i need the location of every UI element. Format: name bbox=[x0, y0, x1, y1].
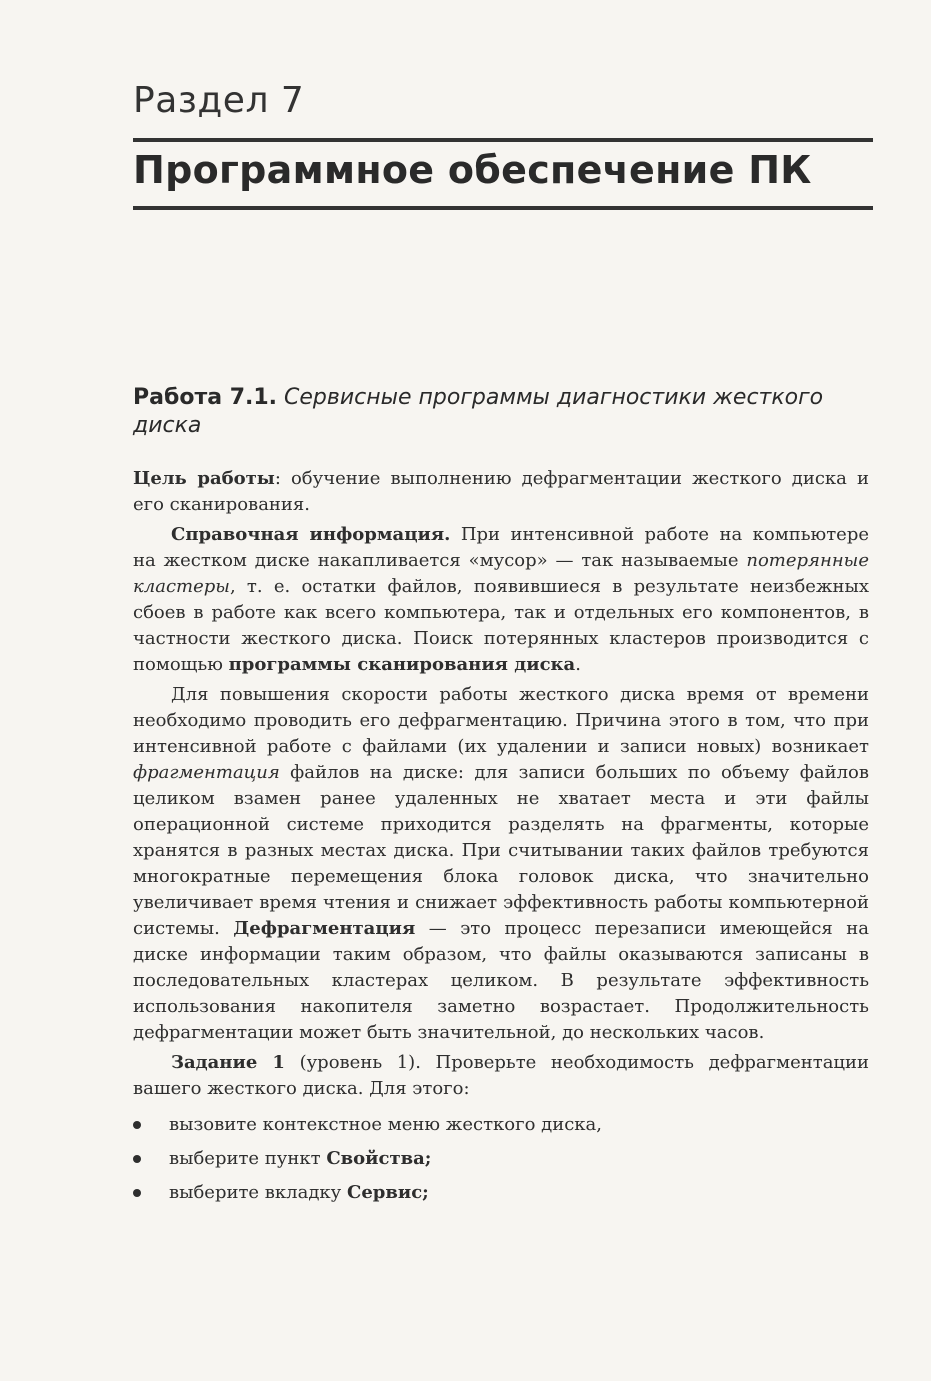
reference-text-2: , т. е. остатки файлов, появившиеся в результате неизбежных сбоев в работе как всего компьютера, так и отдельных его компонентов, в частности жесткого диска. Поиск потерянных кластеров производится с помощью bbox=[133, 576, 869, 675]
bullet-icon bbox=[133, 1189, 141, 1197]
bullet-icon bbox=[133, 1121, 141, 1129]
task-paragraph bbox=[133, 1050, 869, 1102]
top-rule bbox=[133, 138, 873, 142]
step-text: выберите пункт bbox=[169, 1148, 327, 1169]
reference-italic-term: потерянные кластеры bbox=[133, 550, 869, 597]
list-item bbox=[133, 1180, 869, 1206]
step-text: вызовите контекстное меню жесткого диска, bbox=[169, 1114, 603, 1135]
goal-label: Цель работы bbox=[133, 468, 275, 489]
step-bold: Свойства; bbox=[326, 1148, 432, 1169]
work-title: Сервисные программы диагностики жесткого диска bbox=[133, 385, 824, 438]
goal-text: : обучение выполнению дефрагментации жесткого диска и его сканирования. bbox=[133, 468, 869, 515]
list-item bbox=[133, 1146, 869, 1172]
step-text: выберите вкладку bbox=[169, 1182, 347, 1203]
bottom-rule bbox=[133, 206, 873, 210]
defrag-text-1: Для повышения скорости работы жесткого диска время от времени необходимо проводить его дефрагментацию. Причина этого в том, что при интенсивной работе с файлами (их удалении и записи новых) возникает bbox=[133, 684, 869, 757]
task-text: (уровень 1). Проверьте необходимость дефрагментации вашего жесткого диска. Для этого: bbox=[133, 1052, 870, 1099]
work-number: Работа 7.1. bbox=[133, 385, 278, 410]
reference-text-3: . bbox=[575, 654, 581, 675]
body-text bbox=[133, 466, 869, 1214]
work-heading bbox=[133, 384, 833, 440]
reference-bold-term: программы сканирования диска bbox=[228, 654, 576, 675]
reference-paragraph bbox=[133, 522, 869, 678]
defrag-paragraph bbox=[133, 682, 869, 1046]
defrag-text-2: файлов на диске: для записи больших по объему файлов целиком взамен ранее удаленных не хватает места и эти файлы операционной системе приходится разделять на фрагменты, которые хранятся в разных местах диска. При считывании таких файлов требуются многократные перемещения блока головок диска, что значительно увеличивает время чтения и снижает эффективность работы компьютерной системы. bbox=[133, 762, 869, 939]
reference-text-1: При интенсивной работе на компьютере на жестком диске накапливается «мусор» — так называемые bbox=[133, 524, 869, 571]
steps-list bbox=[133, 1112, 869, 1206]
defrag-text-3: — это процесс перезаписи имеющейся на диске информации таким образом, что файлы оказываются записаны в последовательных кластерах целиком. В результате эффективность использования накопителя заметно возрастает. Продолжительность дефрагментации может быть значительной, до нескольких часов. bbox=[133, 918, 869, 1043]
task-label: Задание 1 bbox=[171, 1052, 285, 1073]
section-title: Программное обеспечение ПК bbox=[133, 148, 812, 192]
defrag-bold-term: Дефрагментация bbox=[233, 918, 416, 939]
step-bold: Сервис; bbox=[347, 1182, 429, 1203]
section-label: Раздел 7 bbox=[133, 80, 305, 121]
defrag-italic-term: фрагментация bbox=[133, 762, 280, 783]
bullet-icon bbox=[133, 1155, 141, 1163]
goal-paragraph bbox=[133, 466, 869, 518]
reference-label: Справочная информация. bbox=[171, 524, 451, 545]
list-item bbox=[133, 1112, 869, 1138]
